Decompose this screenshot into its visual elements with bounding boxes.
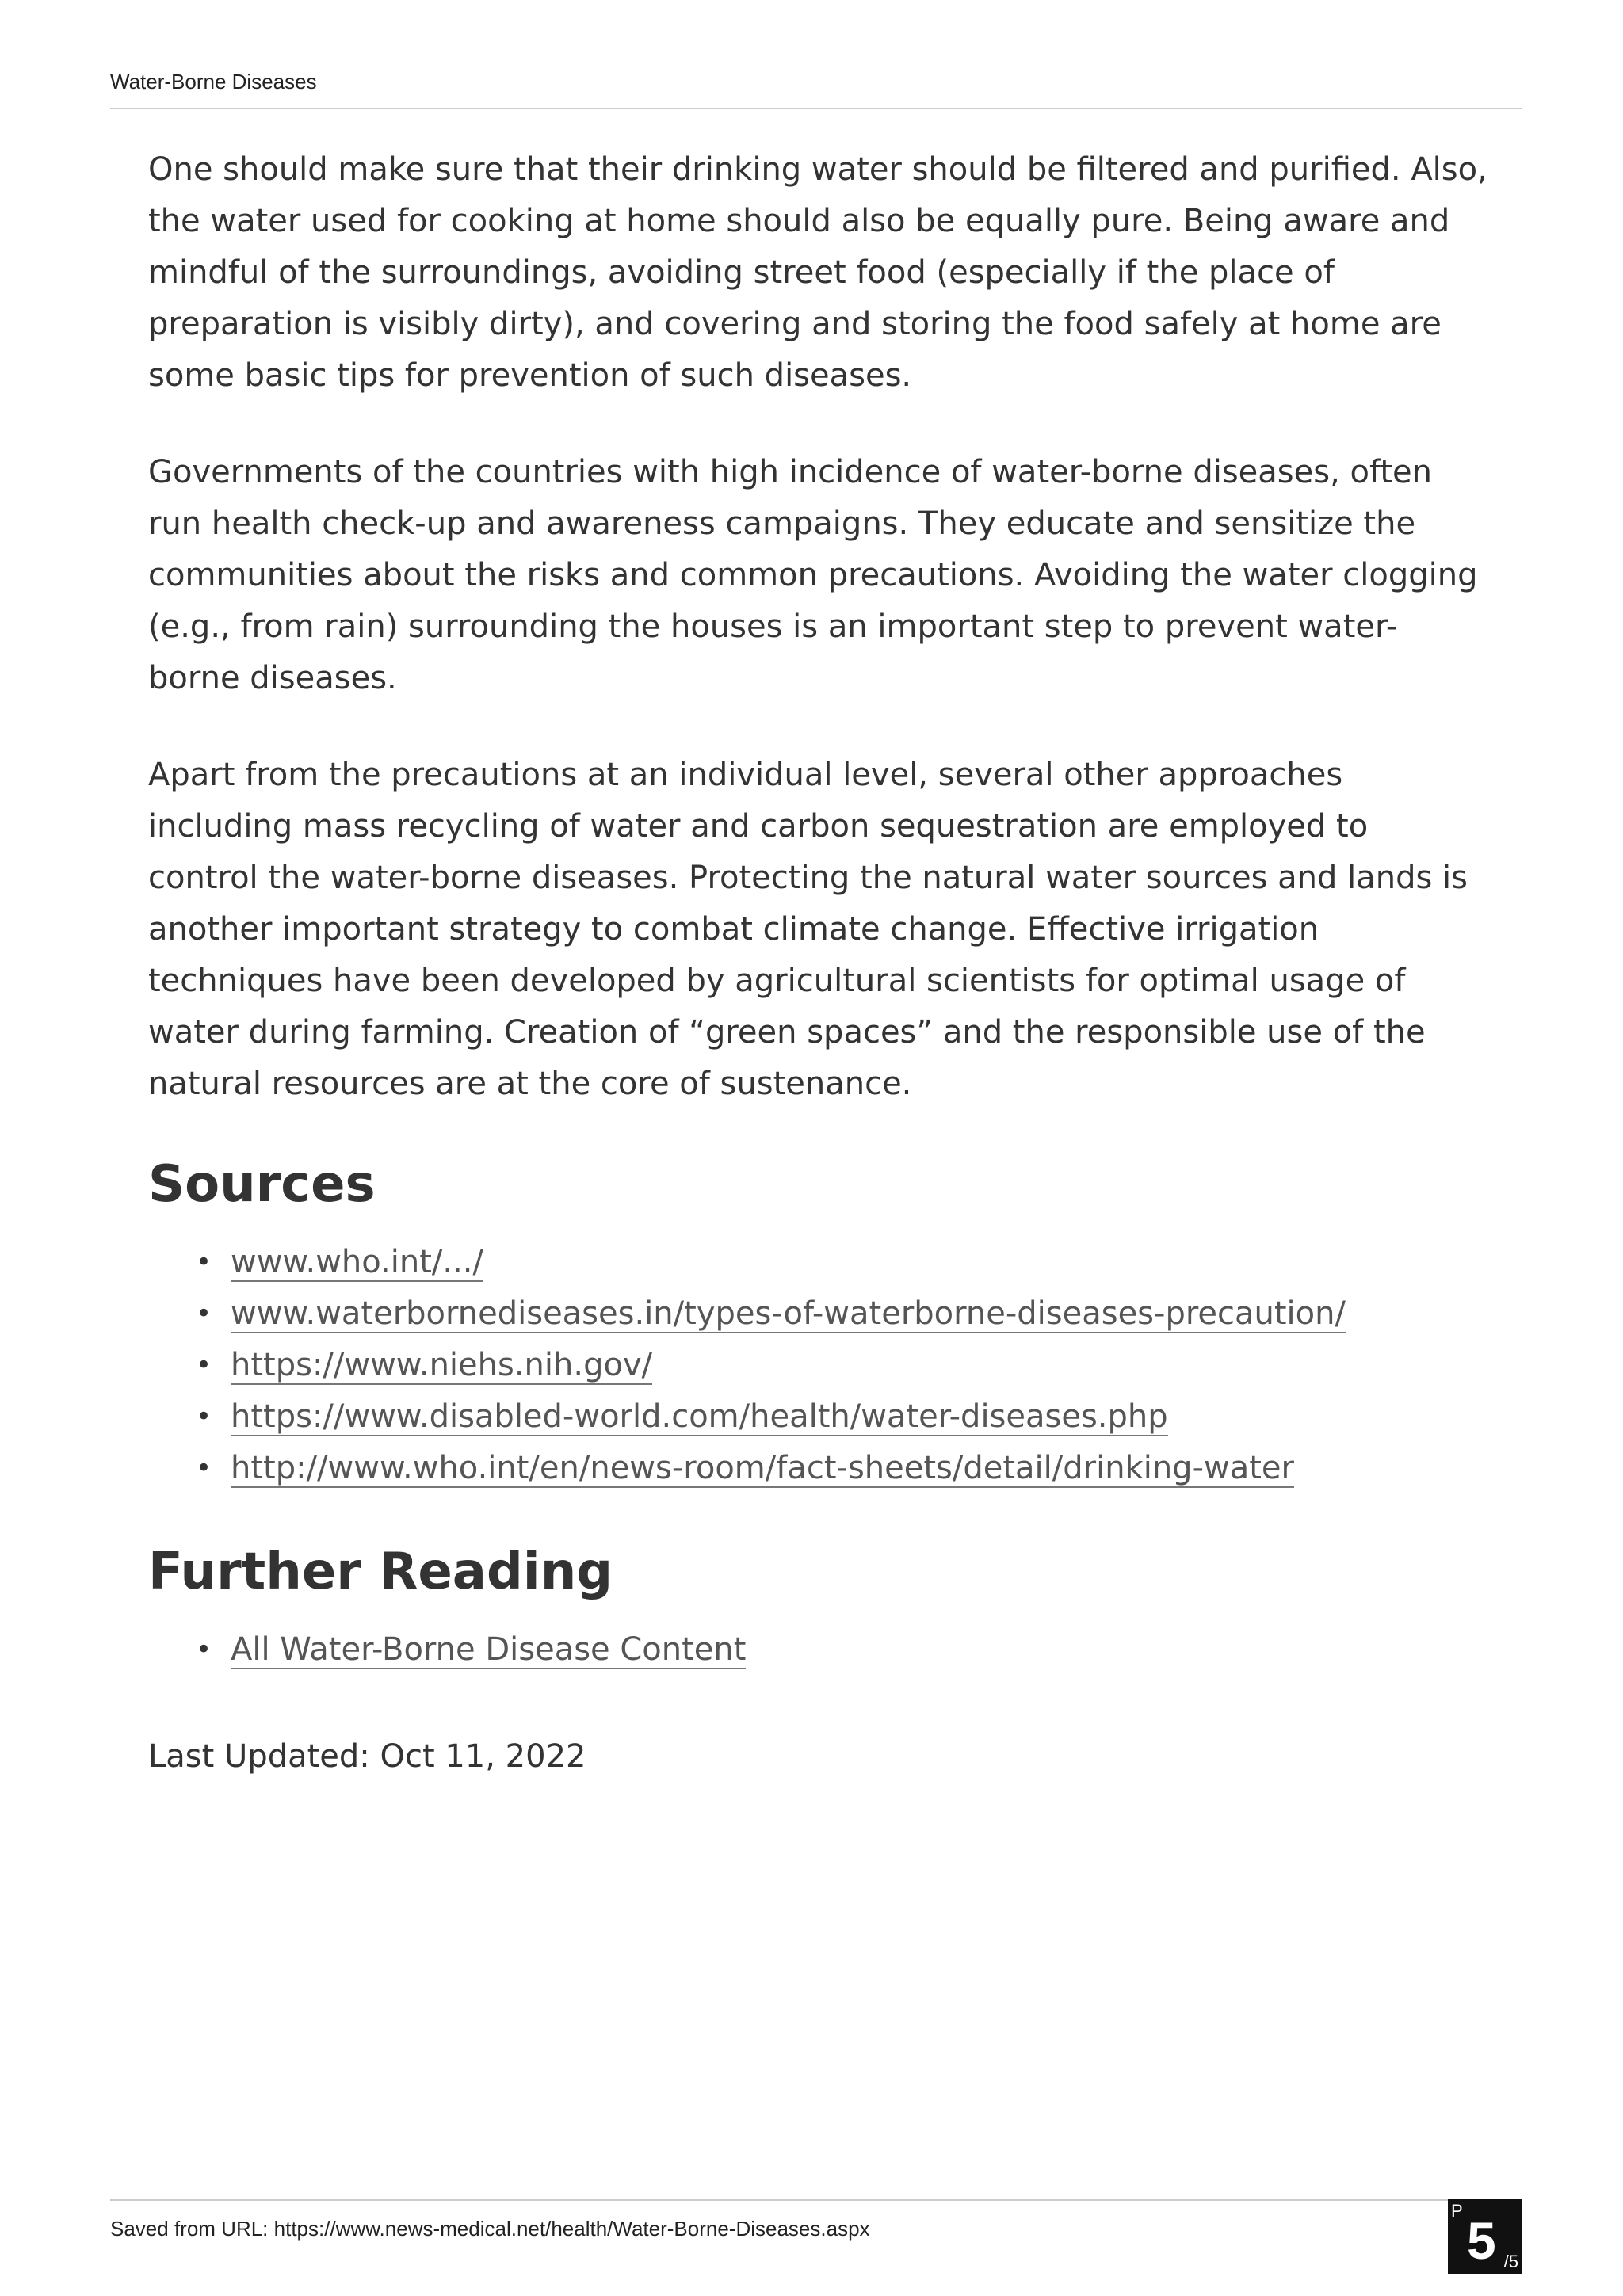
further-reading-heading: Further Reading [148,1543,613,1601]
list-item [148,1443,1487,1494]
bullet-icon: • [196,1452,212,1484]
source-link[interactable]: https://www.niehs.nih.gov/ [231,1347,653,1383]
page-number: 5 [1467,2211,1496,2270]
paragraph-prevention-tips: One should make sure that their drinking water should be filtered and purified. Also, the water used for cooking at home should also be equally pure. Being aware and mindful of the surroundings, avoiding street food (especially if the place of preparation is visibly dirty), and covering and storing the food safely at home are some basic tips for prevention of such diseases. [148,151,1487,394]
bullet-icon: • [196,1298,212,1329]
bullet-icon: • [196,1246,212,1278]
header-divider [110,108,1522,109]
list-item [148,1624,1487,1676]
sources-list [148,1237,1487,1494]
list-item [148,1340,1487,1391]
source-link[interactable]: https://www.disabled-world.com/health/water-diseases.php [231,1398,1168,1435]
list-item [148,1288,1487,1340]
source-link[interactable]: www.waterbornediseases.in/types-of-waterborne-diseases-precaution/ [231,1295,1346,1332]
bullet-icon: • [196,1401,212,1432]
paragraph-other-approaches: Apart from the precautions at an individual level, several other approaches including mass recycling of water and carbon sequestration are employed to control the water-borne diseases. Protecting the natural water sources and lands is another important strategy to combat climate change. Effective irrigation techniques have been developed by agricultural scientists for optimal usage of water during farming. Creation of “green spaces” and the responsible use of the natural resources are at the core of sustenance. [148,757,1468,1102]
page-number-badge [1448,2199,1522,2274]
saved-from-url: Saved from URL: https://www.news-medical.net/health/Water-Borne-Diseases.aspx [110,2217,870,2241]
paragraph-government-campaigns: Governments of the countries with high incidence of water-borne diseases, often run health check-up and awareness campaigns. They educate and sensitize the communities about the risks and common precautions. Avoiding the water clogging (e.g., from rain) surrounding the houses is an important step to prevent water-borne diseases. [148,454,1478,696]
footer-divider [110,2199,1522,2201]
further-reading-list [148,1624,1487,1676]
page-prefix: P [1451,2201,1463,2221]
bullet-icon: • [196,1349,212,1381]
source-link[interactable]: www.who.int/.../ [231,1244,483,1280]
source-link[interactable]: http://www.who.int/en/news-room/fact-sheets/detail/drinking-water [231,1450,1294,1486]
further-reading-link[interactable]: All Water-Borne Disease Content [231,1631,747,1668]
page-total: /5 [1503,2252,1518,2271]
article-body [148,144,1487,1783]
last-updated: Last Updated: Oct 11, 2022 [148,1738,586,1775]
running-header-title: Water-Borne Diseases [110,70,317,93]
list-item [148,1391,1487,1443]
sources-heading: Sources [148,1155,376,1214]
list-item [148,1237,1487,1288]
bullet-icon: • [196,1634,212,1665]
